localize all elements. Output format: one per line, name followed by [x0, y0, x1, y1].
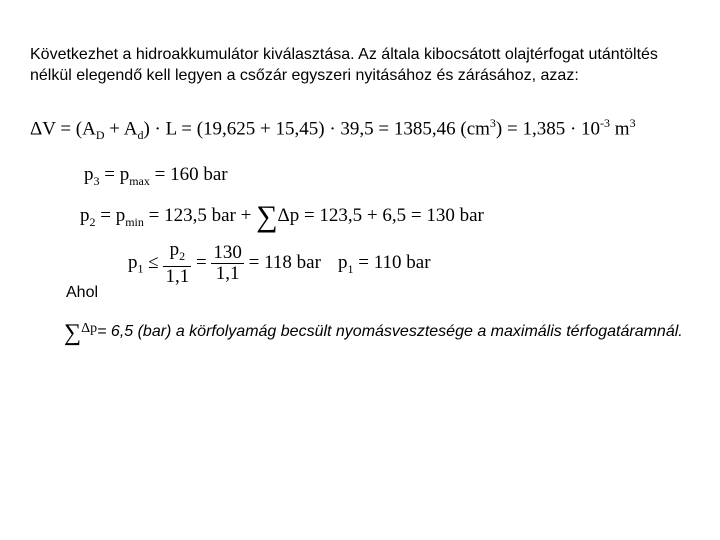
frac1-num-sub: 2: [179, 248, 186, 263]
eq1-sup-exp: -3: [600, 116, 611, 130]
eq3-mid: = p: [95, 205, 126, 226]
fraction-130-over-1-1: [211, 243, 244, 284]
eq4-p: p: [128, 251, 138, 273]
note-text: = 6,5 (bar) a körfolyamág becsült nyomásvesztesége a maximális térfogatáramnál.: [97, 323, 683, 340]
eq4-p1: p: [338, 252, 348, 273]
sum-icon: ∑: [256, 200, 278, 233]
fraction2-denominator: 1,1: [215, 262, 240, 284]
eq4-p1-sub: 1: [347, 261, 354, 276]
eq2-p: p: [84, 164, 94, 185]
equation-p3: [84, 164, 228, 189]
equation-delta-v: [30, 116, 636, 143]
eq1-rest2: ) = 1,385 · 10: [495, 118, 601, 140]
note-paragraph: [64, 318, 684, 344]
eq1-plus: + A: [104, 118, 138, 140]
eq1-lhs: ΔV = (A: [30, 118, 96, 140]
eq1-sup3: 3: [489, 116, 496, 130]
eq2-sub2: max: [129, 173, 150, 188]
eq2-rest: = 160 bar: [149, 164, 228, 185]
eq3-sub2: min: [125, 214, 144, 229]
eq3-rest2: Δp = 123,5 + 6,5 = 130 bar: [277, 205, 484, 226]
eq1-rest3: m: [610, 118, 630, 140]
frac1-num-p: p: [169, 239, 180, 260]
eq3-sub: 2: [89, 214, 96, 229]
eq4-rest: = 118 bar: [243, 251, 321, 273]
equation-p1: [128, 240, 321, 287]
fraction-p2-over-1-1: [163, 240, 191, 287]
equation-p2: [80, 200, 484, 234]
fraction1-denominator: 1,1: [165, 265, 190, 287]
fraction1-numerator: [163, 240, 191, 267]
eq2-sub: 3: [93, 173, 100, 188]
eq2-mid: = p: [99, 164, 130, 185]
intro-paragraph: Következhet a hidroakkumulátor kiválasztása. Az általa kibocsátott olajtérfogat utántöltés nélkül elegendő kell legyen a csőzár egyszeri nyitásához és zárásához, azaz:: [30, 46, 658, 84]
equation-p1-value: [338, 252, 431, 277]
eq1-sup3b: 3: [629, 116, 636, 130]
eq1-sub-d: D: [95, 128, 105, 143]
sum-icon-small: ∑: [64, 320, 82, 346]
eq1-rest: ) · L = (19,625 + 15,45) · 39,5 = 1385,46 (cm: [143, 118, 490, 140]
ahol-label: Ahol: [66, 284, 99, 301]
eq4-eq: =: [191, 251, 212, 273]
note-delta-p: Δp: [81, 321, 98, 336]
eq3-rest: = 123,5 bar +: [143, 205, 257, 226]
eq4-p1-rest: = 110 bar: [353, 252, 431, 273]
eq3-p: p: [80, 205, 90, 226]
fraction2-numerator: 130: [213, 241, 242, 263]
eq4-sub: 1: [137, 261, 144, 276]
eq4-le: ≤: [143, 251, 164, 273]
eq1-sub-d2: d: [137, 128, 144, 143]
